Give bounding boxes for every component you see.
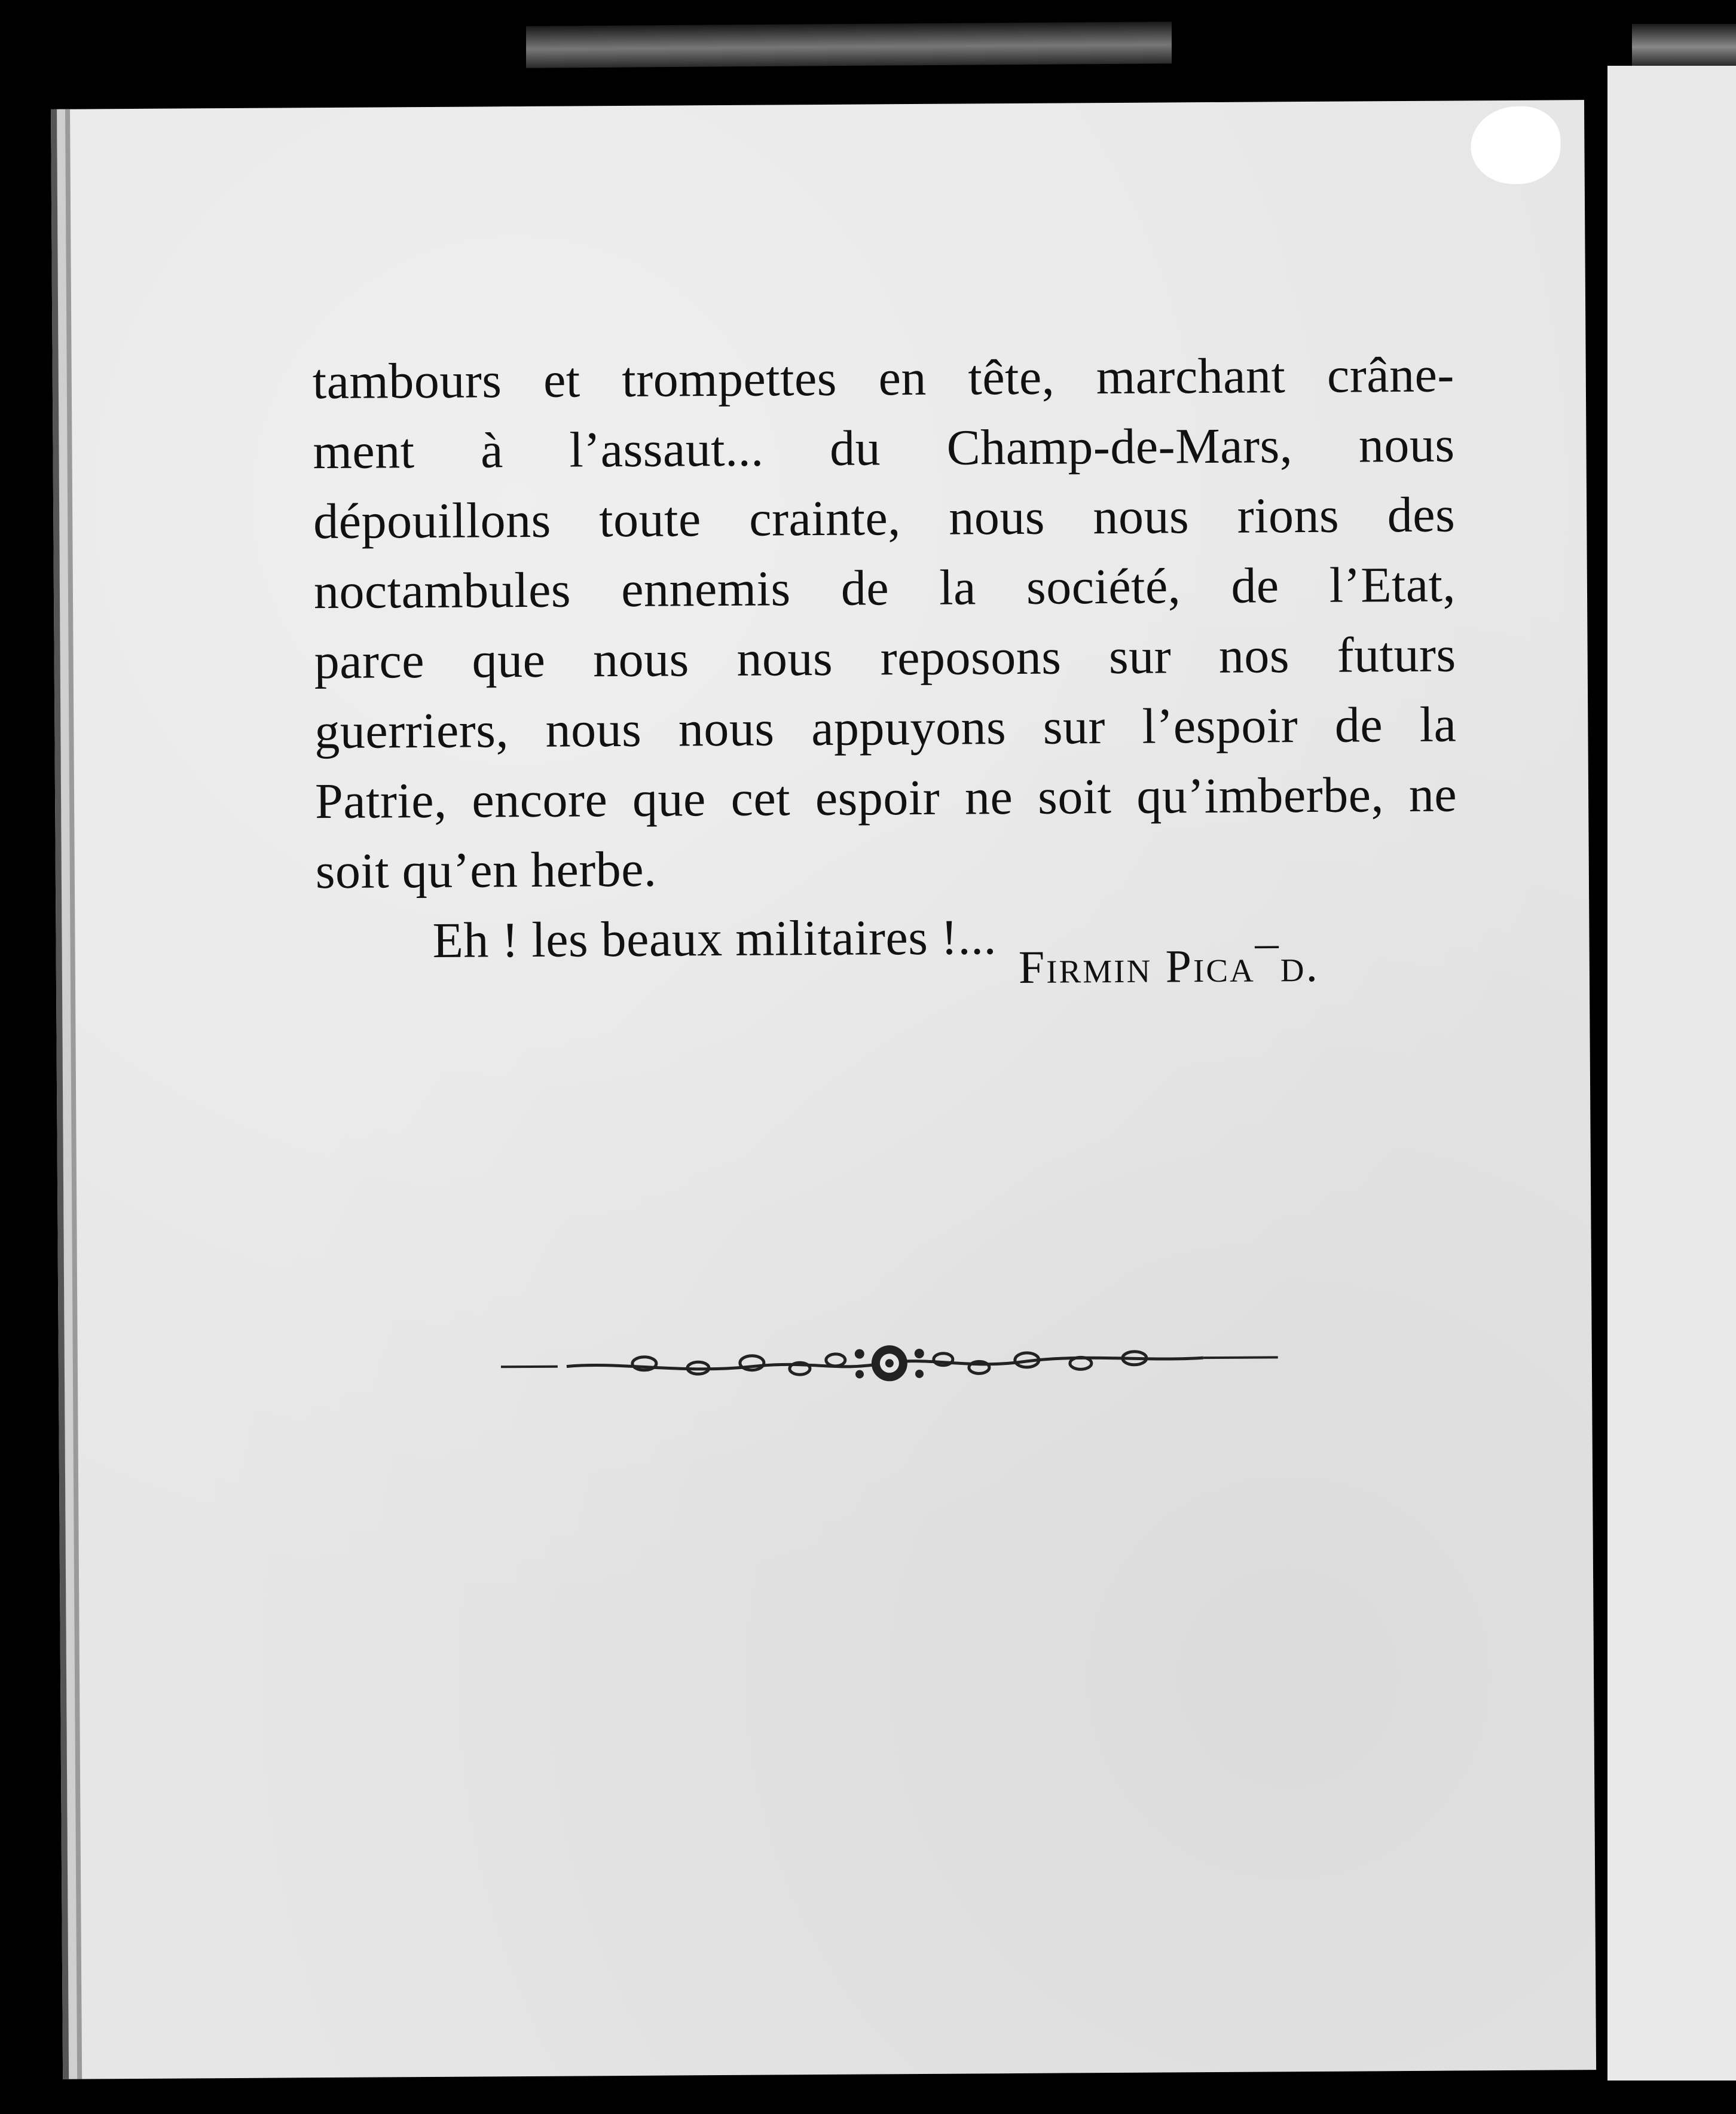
text-line: dépouillons toute crainte, nous nous rions des bbox=[313, 487, 1456, 550]
corner-blot bbox=[1471, 106, 1561, 184]
exclamation-line: Eh ! les beaux militaires !... bbox=[432, 909, 997, 969]
scanned-page bbox=[51, 100, 1596, 2079]
adjacent-page-edge-top-right bbox=[1632, 24, 1736, 66]
text-line: Patrie, encore que cet espoir ne soit qu’imberbe, ne bbox=[314, 766, 1457, 830]
adjacent-page-edge-top bbox=[526, 22, 1172, 68]
body-text bbox=[312, 340, 1457, 977]
author-signature: Firmin Pica¯d. bbox=[1018, 939, 1320, 993]
text-line: tambours et trompettes en tête, marchant crâne- bbox=[312, 347, 1455, 410]
text-line: ment à l’assaut... du Champ-de-Mars, nous bbox=[313, 417, 1455, 480]
adjacent-page-right bbox=[1599, 66, 1736, 2081]
text-line: parce que nous nous reposons sur nos futurs bbox=[314, 627, 1456, 690]
text-line: soit qu’en herbe. bbox=[315, 841, 657, 900]
text-line: guerriers, nous nous appuyons sur l’espoir de la bbox=[314, 696, 1457, 760]
text-line: noctambules ennemis de la société, de l’Etat, bbox=[313, 557, 1456, 620]
floral-ornament bbox=[501, 1333, 1279, 1392]
